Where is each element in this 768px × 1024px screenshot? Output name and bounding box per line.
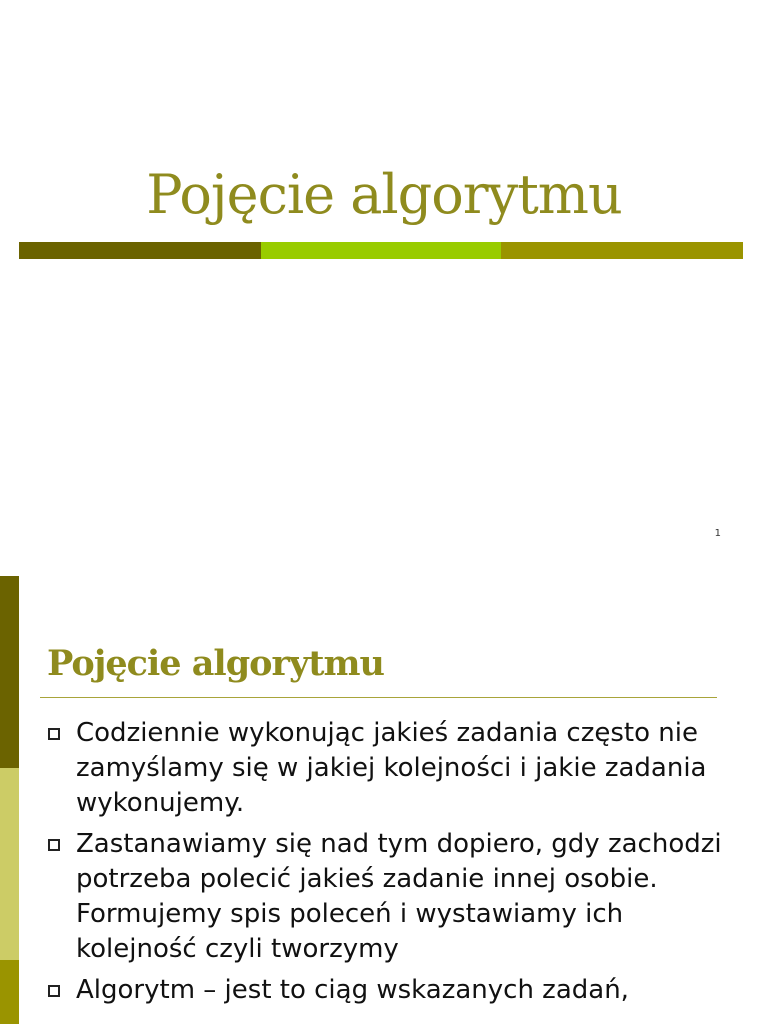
content-slide (0, 576, 768, 1024)
bullet-list (47, 716, 747, 1014)
square-bullet-icon (48, 839, 60, 851)
content-slide-title: Pojęcie algorytmu (47, 643, 384, 684)
side-stripe-olive (0, 960, 19, 1024)
square-bullet-icon (48, 728, 60, 740)
slide-title: Pojęcie algorytmu (146, 163, 622, 226)
accent-bar-green (261, 242, 501, 259)
bullet-text: Codziennie wykonując jakieś zadania często nie zamyślamy się w jakiej kolejności i jakie zadania wykonujemy. (76, 718, 707, 818)
side-stripe-dark (0, 576, 19, 768)
bullet-text: Algorytm – jest to ciąg wskazanych zadań, (76, 975, 629, 1005)
accent-bar-dark (19, 242, 261, 259)
square-bullet-icon (48, 985, 60, 997)
side-stripe-light (0, 768, 19, 960)
list-item (47, 973, 747, 1008)
title-underline (40, 697, 717, 698)
list-item (47, 716, 747, 821)
bullet-text: Zastanawiamy się nad tym dopiero, gdy zachodzi potrzeba polecić jakieś zadanie innej osobie. Formujemy spis poleceń i wystawiamy ich kolejność czyli tworzymy (76, 829, 722, 964)
page-number: 1 (714, 528, 721, 539)
list-item (47, 827, 747, 967)
accent-bar-olive (501, 242, 743, 259)
